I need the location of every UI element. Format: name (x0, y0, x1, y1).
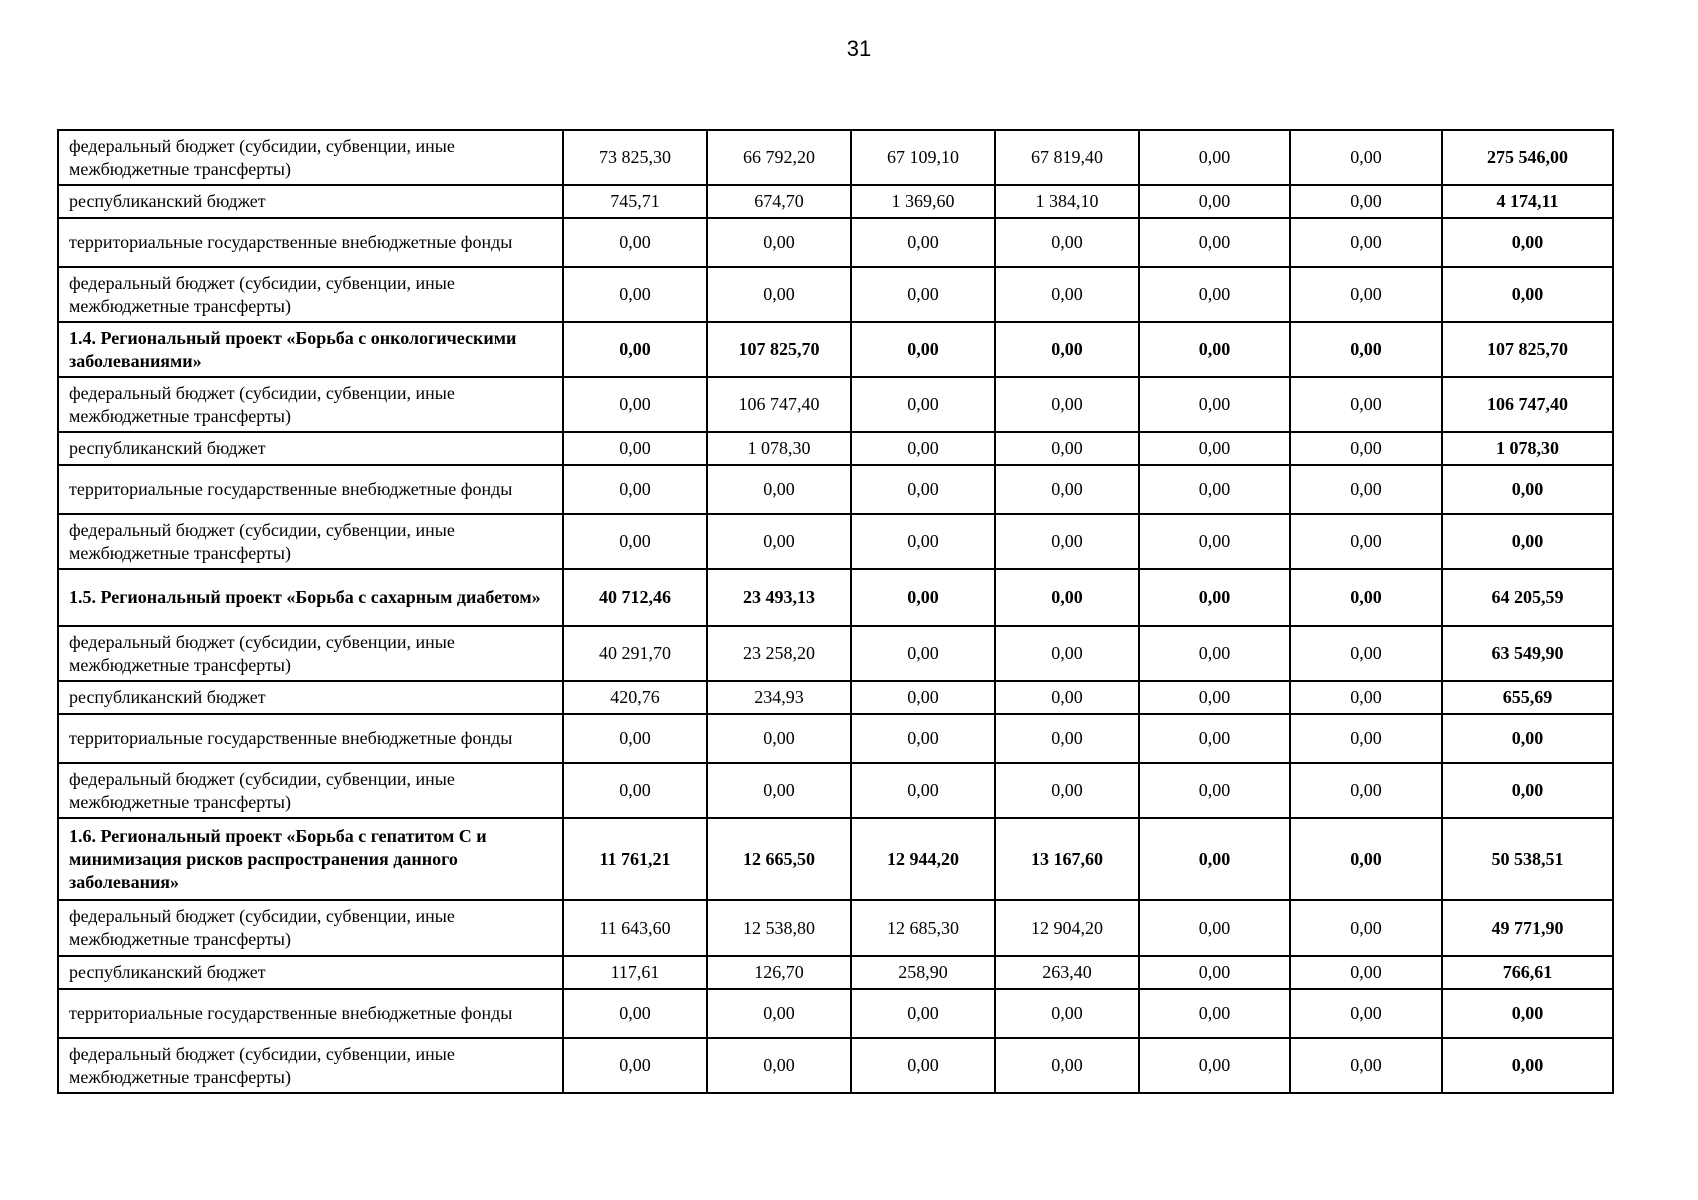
value-cell: 420,76 (563, 681, 707, 714)
value-cell: 0,00 (563, 1038, 707, 1093)
value-cell: 0,00 (995, 465, 1139, 514)
value-cell: 66 792,20 (707, 130, 851, 185)
table-row (58, 1038, 1613, 1093)
value-cell: 73 825,30 (563, 130, 707, 185)
value-cell: 0,00 (851, 514, 995, 569)
value-cell: 0,00 (851, 218, 995, 267)
value-cell: 0,00 (1139, 465, 1290, 514)
total-cell: 107 825,70 (1442, 322, 1613, 377)
page-number: 31 (846, 36, 872, 61)
value-cell: 23 258,20 (707, 626, 851, 681)
value-cell: 258,90 (851, 956, 995, 989)
row-label: территориальные государственные внебюджетные фонды (58, 465, 563, 514)
value-cell: 0,00 (1290, 956, 1442, 989)
value-cell: 0,00 (851, 626, 995, 681)
value-cell: 0,00 (1139, 322, 1290, 377)
value-cell: 0,00 (995, 514, 1139, 569)
value-cell: 0,00 (1290, 763, 1442, 818)
row-label: федеральный бюджет (субсидии, субвенции, иные межбюджетные трансферты) (58, 763, 563, 818)
value-cell: 1 384,10 (995, 185, 1139, 218)
value-cell: 106 747,40 (707, 377, 851, 432)
value-cell: 0,00 (995, 763, 1139, 818)
value-cell: 117,61 (563, 956, 707, 989)
value-cell: 0,00 (1290, 900, 1442, 956)
value-cell: 0,00 (1290, 465, 1442, 514)
table-row (58, 989, 1613, 1038)
value-cell: 0,00 (851, 763, 995, 818)
value-cell: 0,00 (707, 989, 851, 1038)
budget-table (57, 129, 1614, 1094)
value-cell: 0,00 (1290, 322, 1442, 377)
value-cell: 126,70 (707, 956, 851, 989)
value-cell: 0,00 (851, 569, 995, 626)
value-cell: 0,00 (995, 322, 1139, 377)
value-cell: 0,00 (1290, 130, 1442, 185)
value-cell: 0,00 (1139, 130, 1290, 185)
row-label: территориальные государственные внебюджетные фонды (58, 989, 563, 1038)
value-cell: 0,00 (1139, 267, 1290, 322)
value-cell: 0,00 (1139, 432, 1290, 465)
total-cell: 4 174,11 (1442, 185, 1613, 218)
total-cell: 1 078,30 (1442, 432, 1613, 465)
section-row (58, 569, 1613, 626)
value-cell: 12 538,80 (707, 900, 851, 956)
value-cell: 0,00 (1290, 432, 1442, 465)
value-cell: 0,00 (1290, 514, 1442, 569)
value-cell: 0,00 (707, 1038, 851, 1093)
total-cell: 0,00 (1442, 714, 1613, 763)
value-cell: 0,00 (707, 218, 851, 267)
section-row (58, 818, 1613, 900)
value-cell: 0,00 (995, 267, 1139, 322)
value-cell: 0,00 (851, 681, 995, 714)
value-cell: 12 944,20 (851, 818, 995, 900)
value-cell: 0,00 (1139, 818, 1290, 900)
value-cell: 0,00 (1290, 818, 1442, 900)
value-cell: 0,00 (1290, 1038, 1442, 1093)
table-row (58, 267, 1613, 322)
row-label: республиканский бюджет (58, 185, 563, 218)
value-cell: 1 078,30 (707, 432, 851, 465)
value-cell: 0,00 (1139, 989, 1290, 1038)
value-cell: 107 825,70 (707, 322, 851, 377)
row-label: федеральный бюджет (субсидии, субвенции, иные межбюджетные трансферты) (58, 377, 563, 432)
table-row (58, 714, 1613, 763)
value-cell: 0,00 (851, 465, 995, 514)
value-cell: 0,00 (1290, 569, 1442, 626)
table-row (58, 626, 1613, 681)
value-cell: 0,00 (563, 218, 707, 267)
total-cell: 0,00 (1442, 1038, 1613, 1093)
value-cell: 0,00 (851, 377, 995, 432)
table-row (58, 900, 1613, 956)
table-row (58, 432, 1613, 465)
value-cell: 0,00 (1139, 1038, 1290, 1093)
value-cell: 0,00 (995, 377, 1139, 432)
value-cell: 40 712,46 (563, 569, 707, 626)
value-cell: 0,00 (707, 714, 851, 763)
value-cell: 0,00 (1139, 763, 1290, 818)
value-cell: 1 369,60 (851, 185, 995, 218)
value-cell: 12 685,30 (851, 900, 995, 956)
value-cell: 0,00 (995, 569, 1139, 626)
value-cell: 234,93 (707, 681, 851, 714)
value-cell: 0,00 (1139, 626, 1290, 681)
value-cell: 0,00 (707, 267, 851, 322)
value-cell: 263,40 (995, 956, 1139, 989)
value-cell: 0,00 (563, 989, 707, 1038)
table-row (58, 185, 1613, 218)
total-cell: 0,00 (1442, 218, 1613, 267)
value-cell: 745,71 (563, 185, 707, 218)
value-cell: 67 819,40 (995, 130, 1139, 185)
value-cell: 0,00 (1290, 626, 1442, 681)
total-cell: 63 549,90 (1442, 626, 1613, 681)
value-cell: 0,00 (851, 267, 995, 322)
value-cell: 0,00 (1139, 377, 1290, 432)
row-label: республиканский бюджет (58, 432, 563, 465)
value-cell: 0,00 (1290, 714, 1442, 763)
row-label: 1.4. Региональный проект «Борьба с онкологическими заболеваниями» (58, 322, 563, 377)
value-cell: 0,00 (563, 763, 707, 818)
table-row (58, 377, 1613, 432)
value-cell: 0,00 (851, 714, 995, 763)
value-cell: 0,00 (1139, 185, 1290, 218)
row-label: федеральный бюджет (субсидии, субвенции, иные межбюджетные трансферты) (58, 626, 563, 681)
table-row (58, 763, 1613, 818)
value-cell: 12 665,50 (707, 818, 851, 900)
total-cell: 106 747,40 (1442, 377, 1613, 432)
value-cell: 0,00 (1139, 956, 1290, 989)
row-label: 1.5. Региональный проект «Борьба с сахарным диабетом» (58, 569, 563, 626)
value-cell: 0,00 (1139, 514, 1290, 569)
value-cell: 0,00 (1290, 185, 1442, 218)
value-cell: 11 643,60 (563, 900, 707, 956)
value-cell: 0,00 (1139, 714, 1290, 763)
table-row (58, 465, 1613, 514)
value-cell: 0,00 (707, 514, 851, 569)
total-cell: 0,00 (1442, 514, 1613, 569)
value-cell: 0,00 (995, 989, 1139, 1038)
value-cell: 0,00 (563, 322, 707, 377)
total-cell: 766,61 (1442, 956, 1613, 989)
row-label: 1.6. Региональный проект «Борьба с гепатитом С и минимизация рисков распространения данного заболевания» (58, 818, 563, 900)
value-cell: 0,00 (563, 377, 707, 432)
row-label: территориальные государственные внебюджетные фонды (58, 714, 563, 763)
value-cell: 23 493,13 (707, 569, 851, 626)
value-cell: 0,00 (851, 432, 995, 465)
value-cell: 674,70 (707, 185, 851, 218)
value-cell: 0,00 (707, 763, 851, 818)
value-cell: 0,00 (995, 432, 1139, 465)
value-cell: 0,00 (563, 465, 707, 514)
value-cell: 0,00 (1139, 569, 1290, 626)
table-row (58, 130, 1613, 185)
table-row (58, 681, 1613, 714)
row-label: федеральный бюджет (субсидии, субвенции, иные межбюджетные трансферты) (58, 1038, 563, 1093)
value-cell: 0,00 (995, 1038, 1139, 1093)
row-label: территориальные государственные внебюджетные фонды (58, 218, 563, 267)
row-label: республиканский бюджет (58, 956, 563, 989)
table-row (58, 514, 1613, 569)
total-cell: 275 546,00 (1442, 130, 1613, 185)
total-cell: 64 205,59 (1442, 569, 1613, 626)
value-cell: 0,00 (1290, 267, 1442, 322)
value-cell: 0,00 (1290, 681, 1442, 714)
value-cell: 0,00 (563, 432, 707, 465)
total-cell: 0,00 (1442, 465, 1613, 514)
value-cell: 0,00 (995, 714, 1139, 763)
total-cell: 0,00 (1442, 267, 1613, 322)
total-cell: 50 538,51 (1442, 818, 1613, 900)
value-cell: 0,00 (995, 626, 1139, 681)
row-label: федеральный бюджет (субсидии, субвенции, иные межбюджетные трансферты) (58, 514, 563, 569)
value-cell: 13 167,60 (995, 818, 1139, 900)
value-cell: 0,00 (995, 681, 1139, 714)
table-row (58, 218, 1613, 267)
value-cell: 0,00 (563, 267, 707, 322)
total-cell: 655,69 (1442, 681, 1613, 714)
value-cell: 0,00 (1139, 900, 1290, 956)
value-cell: 0,00 (851, 322, 995, 377)
value-cell: 0,00 (707, 465, 851, 514)
row-label: федеральный бюджет (субсидии, субвенции, иные межбюджетные трансферты) (58, 900, 563, 956)
value-cell: 11 761,21 (563, 818, 707, 900)
total-cell: 0,00 (1442, 989, 1613, 1038)
table-body (58, 130, 1613, 1093)
value-cell: 0,00 (1290, 218, 1442, 267)
value-cell: 0,00 (851, 989, 995, 1038)
value-cell: 0,00 (563, 714, 707, 763)
value-cell: 40 291,70 (563, 626, 707, 681)
value-cell: 12 904,20 (995, 900, 1139, 956)
value-cell: 0,00 (1139, 218, 1290, 267)
value-cell: 0,00 (1290, 989, 1442, 1038)
value-cell: 0,00 (1290, 377, 1442, 432)
value-cell: 0,00 (995, 218, 1139, 267)
row-label: федеральный бюджет (субсидии, субвенции, иные межбюджетные трансферты) (58, 130, 563, 185)
value-cell: 0,00 (563, 514, 707, 569)
value-cell: 0,00 (851, 1038, 995, 1093)
value-cell: 0,00 (1139, 681, 1290, 714)
total-cell: 49 771,90 (1442, 900, 1613, 956)
total-cell: 0,00 (1442, 763, 1613, 818)
row-label: федеральный бюджет (субсидии, субвенции, иные межбюджетные трансферты) (58, 267, 563, 322)
value-cell: 67 109,10 (851, 130, 995, 185)
row-label: республиканский бюджет (58, 681, 563, 714)
section-row (58, 322, 1613, 377)
table-row (58, 956, 1613, 989)
